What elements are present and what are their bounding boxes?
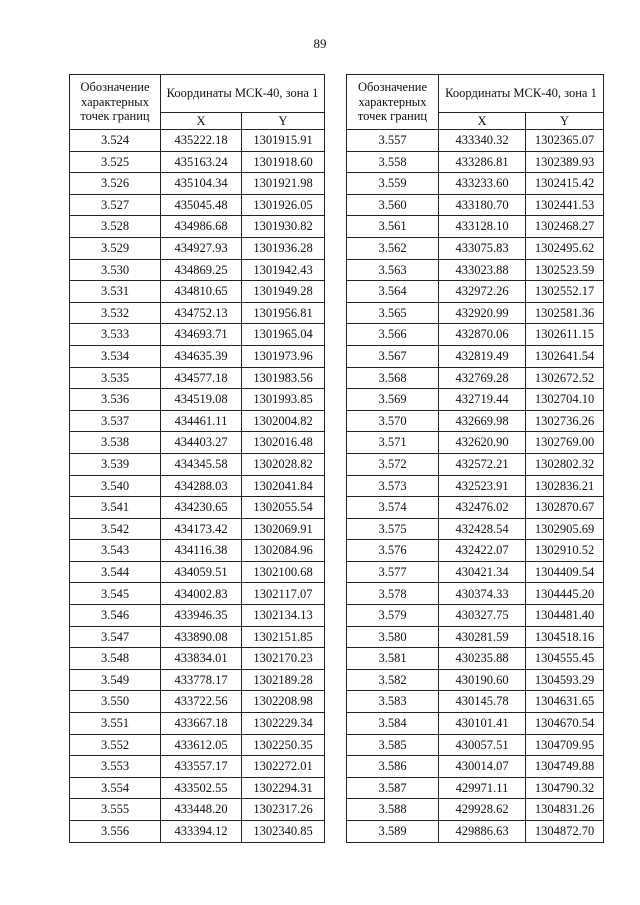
x-coordinate-cell: 432422.07	[439, 540, 526, 562]
y-coordinate-cell: 1304518.16	[526, 626, 604, 648]
x-coordinate-cell: 433448.20	[161, 799, 242, 821]
x-coordinate-cell: 432572.21	[439, 453, 526, 475]
y-coordinate-cell: 1302028.82	[242, 453, 325, 475]
table-row	[70, 734, 325, 756]
table-row	[347, 281, 604, 303]
table-row	[70, 518, 325, 540]
x-coordinate-cell: 434519.08	[161, 389, 242, 411]
x-coordinate-cell: 434116.38	[161, 540, 242, 562]
point-id-cell: 3.577	[347, 561, 439, 583]
point-id-cell: 3.578	[347, 583, 439, 605]
point-id-cell: 3.567	[347, 345, 439, 367]
x-coordinate-cell: 433890.08	[161, 626, 242, 648]
y-coordinate-cell: 1304670.54	[526, 713, 604, 735]
table-row	[347, 302, 604, 324]
point-id-cell: 3.539	[70, 453, 161, 475]
table-row	[347, 173, 604, 195]
y-coordinate-cell: 1302069.91	[242, 518, 325, 540]
y-coordinate-cell: 1304481.40	[526, 605, 604, 627]
point-id-cell: 3.586	[347, 756, 439, 778]
y-coordinate-cell: 1302084.96	[242, 540, 325, 562]
table-row	[70, 821, 325, 843]
point-id-cell: 3.574	[347, 497, 439, 519]
x-coordinate-cell: 434635.39	[161, 345, 242, 367]
point-id-cell: 3.528	[70, 216, 161, 238]
x-coordinate-cell: 430101.41	[439, 713, 526, 735]
y-coordinate-cell: 1302769.00	[526, 432, 604, 454]
x-coordinate-cell: 434059.51	[161, 561, 242, 583]
table-row	[70, 799, 325, 821]
x-coordinate-cell: 435222.18	[161, 130, 242, 152]
y-coordinate-cell: 1301915.91	[242, 130, 325, 152]
point-id-cell: 3.542	[70, 518, 161, 540]
x-coordinate-cell: 430057.51	[439, 734, 526, 756]
x-coordinate-cell: 432523.91	[439, 475, 526, 497]
y-coordinate-cell: 1301926.05	[242, 194, 325, 216]
x-coordinate-cell: 434810.65	[161, 281, 242, 303]
y-coordinate-cell: 1302055.54	[242, 497, 325, 519]
table-row	[347, 453, 604, 475]
table-row	[347, 324, 604, 346]
x-coordinate-cell: 434288.03	[161, 475, 242, 497]
y-coordinate-cell: 1304631.65	[526, 691, 604, 713]
point-id-cell: 3.588	[347, 799, 439, 821]
y-coordinate-cell: 1304872.70	[526, 821, 604, 843]
x-coordinate-cell: 430374.33	[439, 583, 526, 605]
y-coordinate-cell: 1302870.67	[526, 497, 604, 519]
x-coordinate-cell: 433557.17	[161, 756, 242, 778]
y-coordinate-cell: 1304831.26	[526, 799, 604, 821]
table-row	[70, 605, 325, 627]
point-id-cell: 3.550	[70, 691, 161, 713]
y-coordinate-cell: 1302641.54	[526, 345, 604, 367]
table-row	[70, 777, 325, 799]
y-coordinate-cell: 1302170.23	[242, 648, 325, 670]
x-coordinate-cell: 433075.83	[439, 237, 526, 259]
point-id-cell: 3.560	[347, 194, 439, 216]
point-id-cell: 3.524	[70, 130, 161, 152]
point-id-cell: 3.564	[347, 281, 439, 303]
point-id-cell: 3.566	[347, 324, 439, 346]
point-id-cell: 3.584	[347, 713, 439, 735]
point-id-cell: 3.573	[347, 475, 439, 497]
point-id-cell: 3.551	[70, 713, 161, 735]
y-coordinate-cell: 1302495.62	[526, 237, 604, 259]
table-row	[70, 324, 325, 346]
table-row	[70, 151, 325, 173]
y-coordinate-cell: 1302415.42	[526, 173, 604, 195]
point-id-cell: 3.572	[347, 453, 439, 475]
table-row	[347, 605, 604, 627]
point-id-cell: 3.534	[70, 345, 161, 367]
x-coordinate-cell: 429886.63	[439, 821, 526, 843]
x-coordinate-cell: 432870.06	[439, 324, 526, 346]
table-row	[347, 518, 604, 540]
point-id-cell: 3.559	[347, 173, 439, 195]
point-id-cell: 3.548	[70, 648, 161, 670]
table-row	[347, 821, 604, 843]
table-row	[70, 497, 325, 519]
y-coordinate-cell: 1301983.56	[242, 367, 325, 389]
point-id-cell: 3.580	[347, 626, 439, 648]
point-id-cell: 3.576	[347, 540, 439, 562]
x-coordinate-cell: 434173.42	[161, 518, 242, 540]
point-id-cell: 3.553	[70, 756, 161, 778]
point-id-cell: 3.582	[347, 669, 439, 691]
table-row	[347, 259, 604, 281]
y-coordinate-cell: 1302441.53	[526, 194, 604, 216]
y-coordinate-cell: 1304709.95	[526, 734, 604, 756]
y-coordinate-cell: 1301956.81	[242, 302, 325, 324]
point-id-cell: 3.543	[70, 540, 161, 562]
table-row	[347, 410, 604, 432]
point-id-cell: 3.552	[70, 734, 161, 756]
table-row	[70, 237, 325, 259]
point-id-cell: 3.531	[70, 281, 161, 303]
table-row	[70, 216, 325, 238]
table-row	[347, 194, 604, 216]
y-coordinate-cell: 1304749.88	[526, 756, 604, 778]
y-coordinate-cell: 1302340.85	[242, 821, 325, 843]
y-coordinate-cell: 1304445.20	[526, 583, 604, 605]
y-coordinate-cell: 1302389.93	[526, 151, 604, 173]
y-coordinate-cell: 1301942.43	[242, 259, 325, 281]
point-id-cell: 3.575	[347, 518, 439, 540]
x-coordinate-cell: 434752.13	[161, 302, 242, 324]
x-coordinate-cell: 432769.28	[439, 367, 526, 389]
y-coordinate-cell: 1302229.34	[242, 713, 325, 735]
point-id-cell: 3.544	[70, 561, 161, 583]
x-coordinate-cell: 434986.68	[161, 216, 242, 238]
point-id-cell: 3.554	[70, 777, 161, 799]
point-id-cell: 3.527	[70, 194, 161, 216]
y-coordinate-cell: 1302672.52	[526, 367, 604, 389]
y-coordinate-cell: 1301936.28	[242, 237, 325, 259]
table-row	[70, 259, 325, 281]
y-coordinate-cell: 1302802.32	[526, 453, 604, 475]
table-row	[70, 561, 325, 583]
table-row	[347, 345, 604, 367]
x-coordinate-cell: 433180.70	[439, 194, 526, 216]
y-coordinate-cell: 1302189.28	[242, 669, 325, 691]
table-row	[347, 799, 604, 821]
table-row	[347, 237, 604, 259]
table-row	[347, 583, 604, 605]
point-id-cell: 3.571	[347, 432, 439, 454]
y-coordinate-cell: 1301973.96	[242, 345, 325, 367]
table-row	[347, 475, 604, 497]
y-coordinate-cell: 1301949.28	[242, 281, 325, 303]
x-coordinate-cell: 433834.01	[161, 648, 242, 670]
table-row	[70, 389, 325, 411]
x-coordinate-cell: 430190.60	[439, 669, 526, 691]
point-id-cell: 3.529	[70, 237, 161, 259]
y-coordinate-cell: 1302272.01	[242, 756, 325, 778]
x-coordinate-cell: 433023.88	[439, 259, 526, 281]
table-row	[70, 691, 325, 713]
table-row	[70, 367, 325, 389]
x-coordinate-cell: 434693.71	[161, 324, 242, 346]
table-row	[70, 281, 325, 303]
y-coordinate-cell: 1302004.82	[242, 410, 325, 432]
x-column-header: X	[161, 113, 242, 130]
table-row	[347, 389, 604, 411]
table-row	[347, 216, 604, 238]
table-body-right	[347, 130, 604, 843]
x-coordinate-cell: 433778.17	[161, 669, 242, 691]
coords-title-header: Координаты МСК-40, зона 1	[161, 75, 325, 113]
y-coordinate-cell: 1304593.29	[526, 669, 604, 691]
table-row	[70, 669, 325, 691]
point-id-cell: 3.530	[70, 259, 161, 281]
x-coordinate-cell: 434577.18	[161, 367, 242, 389]
point-id-cell: 3.525	[70, 151, 161, 173]
x-coordinate-cell: 430281.59	[439, 626, 526, 648]
x-coordinate-cell: 430235.88	[439, 648, 526, 670]
x-coordinate-cell: 430327.75	[439, 605, 526, 627]
point-id-cell: 3.568	[347, 367, 439, 389]
y-coordinate-cell: 1301918.60	[242, 151, 325, 173]
table-row	[347, 540, 604, 562]
y-coordinate-cell: 1302468.27	[526, 216, 604, 238]
point-id-cell: 3.549	[70, 669, 161, 691]
point-label-header: Обозначение характерных точек границ	[347, 75, 439, 130]
y-coordinate-cell: 1301993.85	[242, 389, 325, 411]
coordinates-table-left	[69, 74, 325, 843]
y-column-header: Y	[526, 113, 604, 130]
table-row	[70, 626, 325, 648]
x-coordinate-cell: 435104.34	[161, 173, 242, 195]
table-body-left	[70, 130, 325, 843]
y-coordinate-cell: 1301965.04	[242, 324, 325, 346]
x-coordinate-cell: 432972.26	[439, 281, 526, 303]
y-coordinate-cell: 1302151.85	[242, 626, 325, 648]
x-coordinate-cell: 429928.62	[439, 799, 526, 821]
point-id-cell: 3.537	[70, 410, 161, 432]
table-row	[347, 626, 604, 648]
x-coordinate-cell: 434869.25	[161, 259, 242, 281]
x-coordinate-cell: 435163.24	[161, 151, 242, 173]
x-coordinate-cell: 432428.54	[439, 518, 526, 540]
x-coordinate-cell: 434345.58	[161, 453, 242, 475]
table-row	[70, 173, 325, 195]
x-coordinate-cell: 433340.32	[439, 130, 526, 152]
x-coordinate-cell: 433394.12	[161, 821, 242, 843]
coords-title-header: Координаты МСК-40, зона 1	[439, 75, 604, 113]
y-coordinate-cell: 1302317.26	[242, 799, 325, 821]
y-coordinate-cell: 1302581.36	[526, 302, 604, 324]
point-id-cell: 3.535	[70, 367, 161, 389]
page-number: 89	[313, 36, 327, 51]
point-id-cell: 3.555	[70, 799, 161, 821]
x-coordinate-cell: 432920.99	[439, 302, 526, 324]
table-row	[70, 410, 325, 432]
y-coordinate-cell: 1304790.32	[526, 777, 604, 799]
point-id-cell: 3.587	[347, 777, 439, 799]
y-coordinate-cell: 1304409.54	[526, 561, 604, 583]
y-coordinate-cell: 1302100.68	[242, 561, 325, 583]
x-coordinate-cell: 432620.90	[439, 432, 526, 454]
point-id-cell: 3.536	[70, 389, 161, 411]
x-coordinate-cell: 434927.93	[161, 237, 242, 259]
table-row	[347, 151, 604, 173]
x-coordinate-cell: 434461.11	[161, 410, 242, 432]
x-coordinate-cell: 433233.60	[439, 173, 526, 195]
point-id-cell: 3.545	[70, 583, 161, 605]
table-row	[347, 367, 604, 389]
point-id-cell: 3.546	[70, 605, 161, 627]
x-coordinate-cell: 430145.78	[439, 691, 526, 713]
table-row	[70, 475, 325, 497]
y-coordinate-cell: 1301930.82	[242, 216, 325, 238]
x-coordinate-cell: 432819.49	[439, 345, 526, 367]
y-coordinate-cell: 1302611.15	[526, 324, 604, 346]
x-coordinate-cell: 433946.35	[161, 605, 242, 627]
y-coordinate-cell: 1302704.10	[526, 389, 604, 411]
table-row	[70, 345, 325, 367]
point-id-cell: 3.585	[347, 734, 439, 756]
x-coordinate-cell: 430014.07	[439, 756, 526, 778]
point-id-cell: 3.563	[347, 259, 439, 281]
point-label-header: Обозначение характерных точек границ	[70, 75, 161, 130]
point-id-cell: 3.540	[70, 475, 161, 497]
point-id-cell: 3.532	[70, 302, 161, 324]
x-coordinate-cell: 433667.18	[161, 713, 242, 735]
x-column-header: X	[439, 113, 526, 130]
table-row	[70, 130, 325, 152]
x-coordinate-cell: 432719.44	[439, 389, 526, 411]
point-id-cell: 3.583	[347, 691, 439, 713]
y-coordinate-cell: 1302905.69	[526, 518, 604, 540]
table-row	[347, 669, 604, 691]
y-coordinate-cell: 1302552.17	[526, 281, 604, 303]
table-row	[70, 194, 325, 216]
y-coordinate-cell: 1302910.52	[526, 540, 604, 562]
y-coordinate-cell: 1304555.45	[526, 648, 604, 670]
x-coordinate-cell: 433286.81	[439, 151, 526, 173]
table-row	[70, 453, 325, 475]
y-coordinate-cell: 1302134.13	[242, 605, 325, 627]
point-id-cell: 3.570	[347, 410, 439, 432]
point-id-cell: 3.562	[347, 237, 439, 259]
y-coordinate-cell: 1302208.98	[242, 691, 325, 713]
table-row	[70, 648, 325, 670]
y-column-header: Y	[242, 113, 325, 130]
table-row	[347, 648, 604, 670]
y-coordinate-cell: 1302736.26	[526, 410, 604, 432]
point-id-cell: 3.541	[70, 497, 161, 519]
y-coordinate-cell: 1301921.98	[242, 173, 325, 195]
point-id-cell: 3.538	[70, 432, 161, 454]
x-coordinate-cell: 434002.83	[161, 583, 242, 605]
table-row	[70, 302, 325, 324]
table-row	[70, 713, 325, 735]
point-id-cell: 3.589	[347, 821, 439, 843]
x-coordinate-cell: 433612.05	[161, 734, 242, 756]
table-row	[70, 432, 325, 454]
point-id-cell: 3.565	[347, 302, 439, 324]
table-row	[347, 756, 604, 778]
coordinates-table-right	[346, 74, 604, 843]
point-id-cell: 3.569	[347, 389, 439, 411]
y-coordinate-cell: 1302117.07	[242, 583, 325, 605]
x-coordinate-cell: 432476.02	[439, 497, 526, 519]
x-coordinate-cell: 432669.98	[439, 410, 526, 432]
x-coordinate-cell: 434230.65	[161, 497, 242, 519]
point-id-cell: 3.579	[347, 605, 439, 627]
y-coordinate-cell: 1302016.48	[242, 432, 325, 454]
y-coordinate-cell: 1302294.31	[242, 777, 325, 799]
point-id-cell: 3.547	[70, 626, 161, 648]
x-coordinate-cell: 433502.55	[161, 777, 242, 799]
table-row	[347, 713, 604, 735]
x-coordinate-cell: 434403.27	[161, 432, 242, 454]
table-row	[347, 561, 604, 583]
y-coordinate-cell: 1302523.59	[526, 259, 604, 281]
point-id-cell: 3.557	[347, 130, 439, 152]
table-row	[347, 777, 604, 799]
point-id-cell: 3.533	[70, 324, 161, 346]
x-coordinate-cell: 435045.48	[161, 194, 242, 216]
table-row	[347, 432, 604, 454]
y-coordinate-cell: 1302836.21	[526, 475, 604, 497]
table-row	[347, 691, 604, 713]
table-row	[70, 540, 325, 562]
x-coordinate-cell: 429971.11	[439, 777, 526, 799]
point-id-cell: 3.558	[347, 151, 439, 173]
y-coordinate-cell: 1302365.07	[526, 130, 604, 152]
y-coordinate-cell: 1302041.84	[242, 475, 325, 497]
point-id-cell: 3.581	[347, 648, 439, 670]
y-coordinate-cell: 1302250.35	[242, 734, 325, 756]
point-id-cell: 3.526	[70, 173, 161, 195]
table-row	[347, 497, 604, 519]
table-row	[70, 583, 325, 605]
table-row	[347, 130, 604, 152]
point-id-cell: 3.561	[347, 216, 439, 238]
table-row	[70, 756, 325, 778]
point-id-cell: 3.556	[70, 821, 161, 843]
x-coordinate-cell: 433128.10	[439, 216, 526, 238]
table-row	[347, 734, 604, 756]
x-coordinate-cell: 433722.56	[161, 691, 242, 713]
x-coordinate-cell: 430421.34	[439, 561, 526, 583]
